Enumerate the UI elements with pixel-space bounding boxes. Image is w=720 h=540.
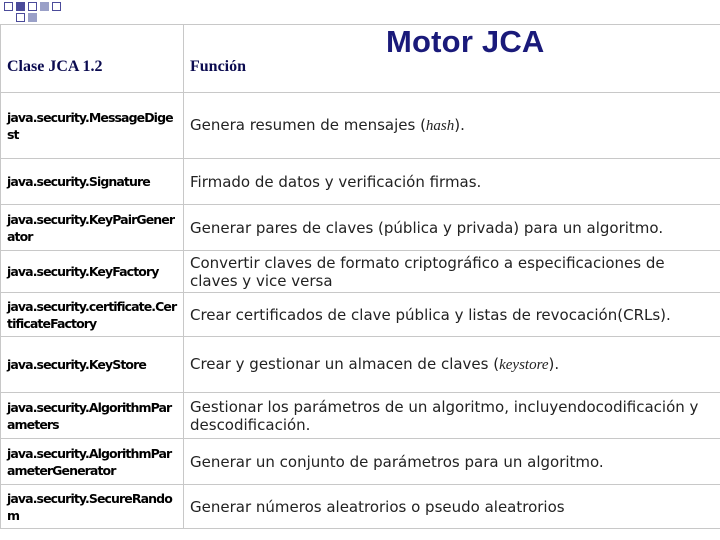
table-row [1,439,720,485]
function-cell [184,337,720,393]
decor-square-outline [28,2,37,11]
class-name-cell: java.security.AlgorithmParameters [1,393,184,439]
class-name-cell: java.security.AlgorithmParameterGenerator [1,439,184,485]
table-row [1,293,720,337]
function-text-end: ). [548,355,560,373]
function-cell [184,485,720,529]
slide-title: Motor JCA [386,24,545,59]
function-text: Gestionar los parámetros de un algoritmo, incluyendocodificación y descodificación. [190,397,699,434]
class-name-cell: java.security.KeyStore [1,337,184,393]
function-text: Generar un conjunto de parámetros para un algoritmo. [190,452,604,471]
table-row [1,337,720,393]
decor-square-light [28,13,37,22]
decor-square-outline [52,2,61,11]
table-row [1,393,720,439]
function-text: Generar números aleatrorios o pseudo aleatrorios [190,497,565,516]
function-term-italic: hash [425,118,455,134]
decor-square-light [40,2,49,11]
jca-classes-table [0,24,720,529]
table-row [1,251,720,293]
table-row [1,93,720,159]
slide-corner-decoration [0,0,110,22]
function-text: Firmado de datos y verificación firmas. [190,172,482,191]
function-cell [184,251,720,293]
header-clase: Clase JCA 1.2 [1,25,184,93]
function-cell [184,393,720,439]
table-row [1,205,720,251]
function-cell [184,439,720,485]
class-name-cell: java.security.SecureRandom [1,485,184,529]
decor-square-outline [16,13,25,22]
function-text: Generar pares de claves (pública y privada) para un algoritmo. [190,218,664,237]
class-name-cell: java.security.KeyPairGenerator [1,205,184,251]
function-cell [184,205,720,251]
decor-square-filled [16,2,25,11]
table-row [1,159,720,205]
header-funcion: Función [184,25,720,93]
function-text: Genera resumen de mensajes ( [190,116,426,134]
class-name-cell: java.security.certificate.CertificateFactory [1,293,184,337]
function-cell [184,293,720,337]
function-text: Convertir claves de formato criptográfico a especificaciones de claves y vice versa [190,253,665,290]
function-cell [184,159,720,205]
function-text-end: ). [454,116,465,134]
table-row [1,485,720,529]
function-text: Crear y gestionar un almacen de claves ( [190,355,500,373]
class-name-cell: java.security.KeyFactory [1,251,184,293]
decor-square-outline [4,2,13,11]
class-name-cell: java.security.MessageDigest [1,93,184,159]
function-text: Crear certificados de clave pública y listas de revocación(CRLs). [190,305,671,324]
table-header-row [1,25,720,93]
function-term-italic: keystore [499,357,549,373]
class-name-cell: java.security.Signature [1,159,184,205]
function-cell [184,93,720,159]
